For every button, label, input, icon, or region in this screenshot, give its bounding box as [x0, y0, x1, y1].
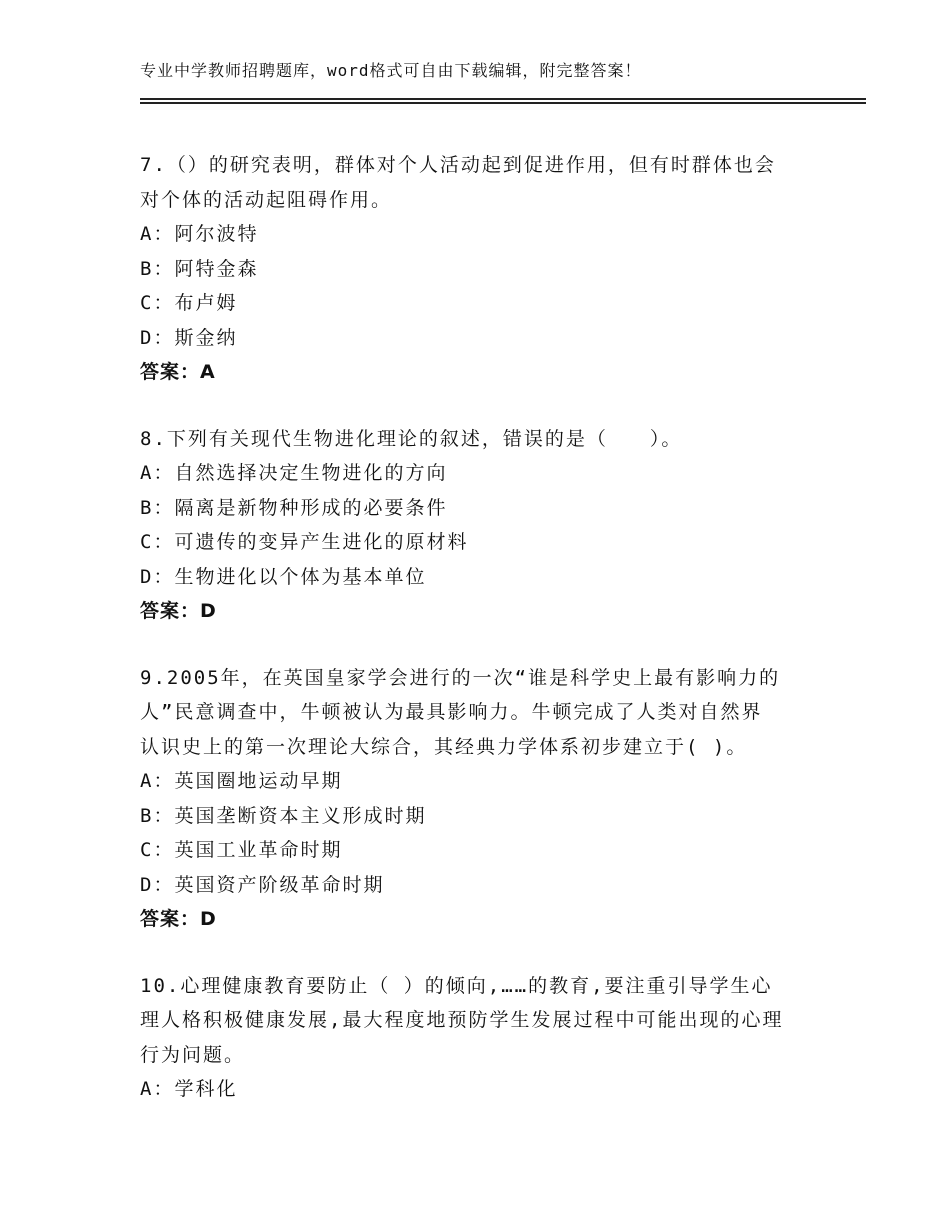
option-c: C：英国工业革命时期 [140, 839, 343, 861]
question-list [140, 148, 820, 1139]
option-a: A：学科化 [140, 1078, 238, 1100]
option-d: D：英国资产阶级革命时期 [140, 873, 385, 896]
option-b: B：隔离是新物种形成的必要条件 [140, 496, 448, 519]
question-stem-line: 对个体的活动起阻碍作用。 [140, 188, 393, 211]
answer-label: 答案：D [140, 908, 217, 930]
question-stem-line: 认识史上的第一次理论大综合，其经典力学体系初步建立于( )。 [140, 735, 748, 758]
option-c: C：布卢姆 [140, 292, 238, 314]
question-stem-line: 行为问题。 [140, 1043, 246, 1066]
question-stem-line: 7.（）的研究表明，群体对个人活动起到促进作用，但有时群体也会 [140, 154, 776, 176]
question-stem-line: 8.下列有关现代生物进化理论的叙述，错误的是（ ）。 [140, 427, 683, 450]
header-rule-bottom [140, 102, 866, 104]
answer-label: 答案：A [140, 361, 216, 383]
option-d: D：斯金纳 [140, 326, 238, 349]
option-a: A：英国圈地运动早期 [140, 770, 343, 792]
question-stem-line: 10.心理健康教育要防止（ ）的倾向,……的教育,要注重引导学生心 [140, 974, 773, 997]
option-a: A：阿尔波特 [140, 223, 259, 245]
question-7 [140, 148, 820, 390]
option-a: A：自然选择决定生物进化的方向 [140, 462, 448, 484]
option-b: B：阿特金森 [140, 257, 259, 280]
option-d: D：生物进化以个体为基本单位 [140, 565, 427, 588]
question-8 [140, 422, 820, 629]
question-9 [140, 661, 820, 937]
question-stem-line: 理人格积极健康发展,最大程度地预防学生发展过程中可能出现的心理 [140, 1009, 784, 1031]
option-b: B：英国垄断资本主义形成时期 [140, 804, 427, 827]
answer-label: 答案：D [140, 600, 217, 622]
question-10 [140, 969, 820, 1107]
question-stem-line: 9.2005年，在英国皇家学会进行的一次“谁是科学史上最有影响力的 [140, 666, 781, 689]
question-stem-line: 人”民意调查中，牛顿被认为最具影响力。牛顿完成了人类对自然界 [140, 701, 763, 723]
header-rule-top [140, 98, 866, 100]
option-c: C：可遗传的变异产生进化的原材料 [140, 531, 469, 553]
page-header: 专业中学教师招聘题库，word格式可自由下载编辑，附完整答案！ [140, 61, 642, 80]
